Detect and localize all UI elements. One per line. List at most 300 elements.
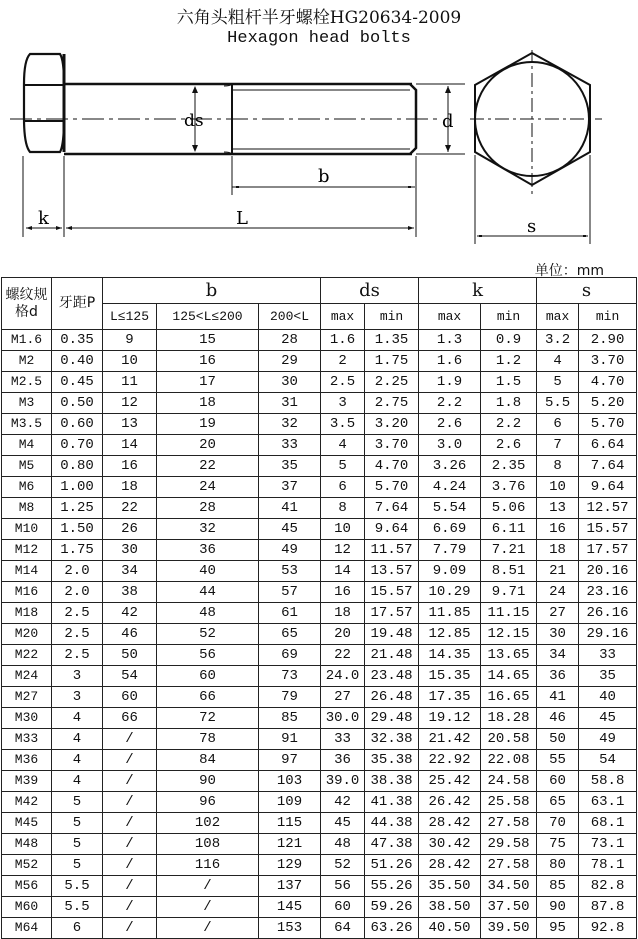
table-row [2,372,637,393]
cell-p: 3 [52,687,103,708]
cell-d: M8 [2,498,52,519]
table-row [2,330,637,351]
cell-k-max: 26.42 [419,792,481,813]
cell-b3: 57 [259,582,321,603]
cell-b3: 28 [259,330,321,351]
cell-b3: 137 [259,876,321,897]
cell-s-min: 54 [579,750,637,771]
cell-k-max: 2.2 [419,393,481,414]
header-ds-max: max [321,304,365,330]
table-row [2,792,637,813]
s-label: s [527,216,537,237]
cell-b2: 60 [157,666,259,687]
cell-p: 0.50 [52,393,103,414]
cell-s-min: 4.70 [579,372,637,393]
cell-ds-max: 6 [321,477,365,498]
d-label: d [442,111,454,132]
cell-s-max: 41 [537,687,579,708]
cell-p: 0.40 [52,351,103,372]
table-row [2,708,637,729]
cell-b2: 116 [157,855,259,876]
cell-d: M18 [2,603,52,624]
header-k-min: min [481,304,537,330]
cell-p: 1.50 [52,519,103,540]
cell-ds-max: 45 [321,813,365,834]
cell-s-max: 80 [537,855,579,876]
cell-k-max: 10.29 [419,582,481,603]
cell-d: M2 [2,351,52,372]
cell-s-max: 21 [537,561,579,582]
cell-d: M14 [2,561,52,582]
cell-k-max: 1.9 [419,372,481,393]
cell-b2: 15 [157,330,259,351]
cell-ds-max: 24.0 [321,666,365,687]
cell-b3: 45 [259,519,321,540]
cell-b2: 52 [157,624,259,645]
unit-label: 单位：mm [534,263,604,279]
cell-s-min: 2.90 [579,330,637,351]
cell-b2: 24 [157,477,259,498]
cell-ds-max: 36 [321,750,365,771]
cell-s-max: 50 [537,729,579,750]
cell-k-max: 21.42 [419,729,481,750]
b-label: b [318,166,330,187]
cell-k-max: 17.35 [419,687,481,708]
cell-k-min: 34.50 [481,876,537,897]
cell-k-min: 8.51 [481,561,537,582]
cell-d: M52 [2,855,52,876]
cell-b2: 17 [157,372,259,393]
cell-b2: 66 [157,687,259,708]
cell-p: 2.5 [52,624,103,645]
cell-b3: 97 [259,750,321,771]
cell-b1: 22 [103,498,157,519]
cell-b3: 41 [259,498,321,519]
cell-d: M33 [2,729,52,750]
cell-b3: 53 [259,561,321,582]
cell-ds-min: 32.38 [365,729,419,750]
header-b-L125: L≤125 [103,304,157,330]
cell-b1: 9 [103,330,157,351]
cell-k-max: 15.35 [419,666,481,687]
cell-s-min: 33 [579,645,637,666]
cell-ds-min: 9.64 [365,519,419,540]
cell-b1: 18 [103,477,157,498]
cell-b2: 90 [157,771,259,792]
cell-k-min: 22.08 [481,750,537,771]
cell-b1: / [103,792,157,813]
cell-k-max: 19.12 [419,708,481,729]
k-label: k [38,208,49,229]
cell-b1: 46 [103,624,157,645]
cell-s-max: 27 [537,603,579,624]
cell-k-min: 16.65 [481,687,537,708]
cell-s-min: 17.57 [579,540,637,561]
cell-b3: 31 [259,393,321,414]
header-b: b [103,278,321,304]
cell-k-max: 38.50 [419,897,481,918]
cell-k-min: 20.58 [481,729,537,750]
cell-s-max: 55 [537,750,579,771]
cell-b1: / [103,918,157,939]
table-body [2,330,637,939]
cell-b2: / [157,876,259,897]
table-row [2,435,637,456]
table-row [2,519,637,540]
cell-s-max: 10 [537,477,579,498]
document-subtitle: Hexagon head bolts [227,29,411,48]
cell-s-min: 35 [579,666,637,687]
cell-ds-min: 3.20 [365,414,419,435]
table-row [2,561,637,582]
cell-k-max: 30.42 [419,834,481,855]
cell-k-max: 9.09 [419,561,481,582]
cell-b2: / [157,918,259,939]
cell-k-min: 2.6 [481,435,537,456]
cell-p: 1.25 [52,498,103,519]
cell-b1: 42 [103,603,157,624]
cell-s-max: 6 [537,414,579,435]
cell-s-max: 13 [537,498,579,519]
cell-p: 2.5 [52,603,103,624]
table-row [2,456,637,477]
cell-ds-min: 23.48 [365,666,419,687]
cell-b2: 40 [157,561,259,582]
cell-d: M36 [2,750,52,771]
cell-ds-max: 3 [321,393,365,414]
cell-ds-min: 47.38 [365,834,419,855]
cell-p: 4 [52,771,103,792]
header-ds-min: min [365,304,419,330]
cell-k-min: 13.65 [481,645,537,666]
cell-p: 2.0 [52,561,103,582]
header-pitch: 牙距P [52,278,103,330]
cell-b2: 19 [157,414,259,435]
cell-b1: / [103,855,157,876]
cell-ds-min: 35.38 [365,750,419,771]
L-label: L [236,208,248,229]
cell-b3: 49 [259,540,321,561]
cell-b3: 129 [259,855,321,876]
cell-b2: 28 [157,498,259,519]
cell-ds-max: 12 [321,540,365,561]
table-row [2,540,637,561]
cell-ds-min: 2.75 [365,393,419,414]
table-row [2,855,637,876]
table-row [2,729,637,750]
cell-s-min: 73.1 [579,834,637,855]
cell-b1: 34 [103,561,157,582]
cell-s-min: 92.8 [579,918,637,939]
cell-s-max: 46 [537,708,579,729]
cell-ds-max: 42 [321,792,365,813]
cell-k-min: 2.35 [481,456,537,477]
cell-p: 4 [52,750,103,771]
cell-ds-min: 44.38 [365,813,419,834]
cell-b3: 61 [259,603,321,624]
table-row [2,750,637,771]
header-s-min: min [579,304,637,330]
cell-s-min: 3.70 [579,351,637,372]
header-k: k [419,278,537,304]
cell-s-min: 26.16 [579,603,637,624]
cell-ds-min: 41.38 [365,792,419,813]
cell-b1: 16 [103,456,157,477]
cell-b2: 78 [157,729,259,750]
cell-s-max: 70 [537,813,579,834]
cell-k-min: 37.50 [481,897,537,918]
table-row [2,876,637,897]
cell-ds-min: 19.48 [365,624,419,645]
cell-p: 2.5 [52,645,103,666]
cell-b1: 12 [103,393,157,414]
cell-ds-min: 2.25 [365,372,419,393]
cell-d: M3.5 [2,414,52,435]
cell-s-max: 5.5 [537,393,579,414]
cell-ds-max: 60 [321,897,365,918]
cell-ds-max: 8 [321,498,365,519]
table-row [2,666,637,687]
cell-d: M1.6 [2,330,52,351]
cell-k-min: 1.5 [481,372,537,393]
cell-ds-min: 11.57 [365,540,419,561]
cell-s-min: 82.8 [579,876,637,897]
cell-ds-min: 13.57 [365,561,419,582]
cell-b3: 121 [259,834,321,855]
cell-k-min: 12.15 [481,624,537,645]
cell-k-max: 3.26 [419,456,481,477]
cell-b1: 10 [103,351,157,372]
cell-b3: 35 [259,456,321,477]
cell-s-min: 58.8 [579,771,637,792]
cell-k-max: 28.42 [419,855,481,876]
cell-k-min: 27.58 [481,855,537,876]
header-b-Lover200: 200<L [259,304,321,330]
cell-ds-max: 16 [321,582,365,603]
cell-p: 0.70 [52,435,103,456]
cell-s-max: 16 [537,519,579,540]
cell-b1: / [103,813,157,834]
cell-ds-min: 38.38 [365,771,419,792]
cell-b2: 72 [157,708,259,729]
cell-s-max: 85 [537,876,579,897]
cell-d: M39 [2,771,52,792]
cell-k-max: 14.35 [419,645,481,666]
cell-b2: 102 [157,813,259,834]
cell-k-min: 1.8 [481,393,537,414]
cell-d: M20 [2,624,52,645]
cell-k-max: 25.42 [419,771,481,792]
cell-s-min: 23.16 [579,582,637,603]
cell-p: 1.75 [52,540,103,561]
cell-d: M16 [2,582,52,603]
cell-b2: 84 [157,750,259,771]
cell-b3: 32 [259,414,321,435]
cell-d: M48 [2,834,52,855]
cell-s-min: 6.64 [579,435,637,456]
cell-k-max: 11.85 [419,603,481,624]
table-row [2,918,637,939]
cell-b2: 36 [157,540,259,561]
cell-k-max: 2.6 [419,414,481,435]
cell-d: M56 [2,876,52,897]
cell-d: M42 [2,792,52,813]
cell-s-min: 7.64 [579,456,637,477]
cell-b1: 60 [103,687,157,708]
cell-k-max: 7.79 [419,540,481,561]
cell-b3: 37 [259,477,321,498]
cell-p: 5 [52,855,103,876]
header-ds: ds [321,278,419,304]
cell-ds-max: 4 [321,435,365,456]
cell-ds-max: 2 [321,351,365,372]
cell-s-max: 34 [537,645,579,666]
header-s: s [537,278,637,304]
cell-b3: 103 [259,771,321,792]
cell-ds-min: 63.26 [365,918,419,939]
ds-label: ds [184,111,204,131]
cell-ds-min: 7.64 [365,498,419,519]
cell-k-max: 35.50 [419,876,481,897]
cell-k-max: 6.69 [419,519,481,540]
cell-s-max: 24 [537,582,579,603]
cell-d: M27 [2,687,52,708]
cell-ds-min: 55.26 [365,876,419,897]
cell-ds-min: 1.35 [365,330,419,351]
cell-s-min: 87.8 [579,897,637,918]
cell-s-min: 12.57 [579,498,637,519]
cell-ds-max: 64 [321,918,365,939]
cell-b3: 79 [259,687,321,708]
cell-b3: 115 [259,813,321,834]
cell-k-max: 28.42 [419,813,481,834]
cell-ds-max: 2.5 [321,372,365,393]
cell-b1: 14 [103,435,157,456]
header-thread-size: 螺纹规格d [2,278,52,330]
cell-b1: 13 [103,414,157,435]
table-row [2,393,637,414]
cell-p: 4 [52,729,103,750]
cell-ds-min: 59.26 [365,897,419,918]
cell-k-min: 39.50 [481,918,537,939]
cell-d: M24 [2,666,52,687]
cell-d: M64 [2,918,52,939]
cell-b1: 26 [103,519,157,540]
table-row [2,687,637,708]
cell-b1: / [103,834,157,855]
cell-ds-min: 17.57 [365,603,419,624]
cell-k-max: 4.24 [419,477,481,498]
header-b-L200: 125<L≤200 [157,304,259,330]
cell-p: 0.80 [52,456,103,477]
cell-b3: 33 [259,435,321,456]
cell-k-min: 2.2 [481,414,537,435]
cell-k-min: 11.15 [481,603,537,624]
cell-ds-min: 51.26 [365,855,419,876]
cell-b1: / [103,771,157,792]
cell-d: M4 [2,435,52,456]
cell-d: M45 [2,813,52,834]
cell-k-min: 0.9 [481,330,537,351]
cell-s-max: 95 [537,918,579,939]
cell-k-min: 3.76 [481,477,537,498]
cell-k-min: 27.58 [481,813,537,834]
cell-b1: 66 [103,708,157,729]
cell-b3: 91 [259,729,321,750]
cell-b1: 50 [103,645,157,666]
cell-k-min: 18.28 [481,708,537,729]
cell-d: M30 [2,708,52,729]
cell-p: 5.5 [52,897,103,918]
cell-b1: 11 [103,372,157,393]
cell-d: M5 [2,456,52,477]
cell-b3: 29 [259,351,321,372]
table-row [2,603,637,624]
cell-s-min: 9.64 [579,477,637,498]
table-row [2,414,637,435]
cell-ds-min: 21.48 [365,645,419,666]
table-row [2,897,637,918]
cell-ds-max: 52 [321,855,365,876]
cell-ds-max: 3.5 [321,414,365,435]
cell-s-min: 45 [579,708,637,729]
cell-k-min: 5.06 [481,498,537,519]
cell-ds-min: 29.48 [365,708,419,729]
cell-s-min: 78.1 [579,855,637,876]
cell-k-max: 5.54 [419,498,481,519]
cell-d: M60 [2,897,52,918]
cell-ds-max: 1.6 [321,330,365,351]
cell-d: M3 [2,393,52,414]
cell-p: 5.5 [52,876,103,897]
cell-p: 5 [52,813,103,834]
cell-p: 6 [52,918,103,939]
cell-b3: 65 [259,624,321,645]
cell-s-min: 63.1 [579,792,637,813]
cell-ds-min: 1.75 [365,351,419,372]
cell-b1: 30 [103,540,157,561]
cell-b2: 48 [157,603,259,624]
cell-k-min: 24.58 [481,771,537,792]
cell-p: 5 [52,792,103,813]
cell-s-min: 5.70 [579,414,637,435]
cell-ds-min: 15.57 [365,582,419,603]
cell-s-max: 75 [537,834,579,855]
cell-k-min: 29.58 [481,834,537,855]
cell-s-min: 20.16 [579,561,637,582]
cell-s-max: 65 [537,792,579,813]
document-title: 六角头粗杆半牙螺栓HG20634-2009 [176,8,462,28]
cell-ds-max: 18 [321,603,365,624]
cell-ds-max: 39.0 [321,771,365,792]
cell-k-min: 25.58 [481,792,537,813]
table-row [2,813,637,834]
cell-ds-max: 5 [321,456,365,477]
cell-k-max: 22.92 [419,750,481,771]
cell-d: M12 [2,540,52,561]
cell-b2: 108 [157,834,259,855]
cell-k-min: 7.21 [481,540,537,561]
cell-ds-max: 48 [321,834,365,855]
cell-k-min: 9.71 [481,582,537,603]
cell-b2: 16 [157,351,259,372]
cell-d: M10 [2,519,52,540]
cell-s-max: 36 [537,666,579,687]
cell-b3: 73 [259,666,321,687]
cell-s-max: 8 [537,456,579,477]
cell-s-max: 3.2 [537,330,579,351]
cell-s-min: 29.16 [579,624,637,645]
